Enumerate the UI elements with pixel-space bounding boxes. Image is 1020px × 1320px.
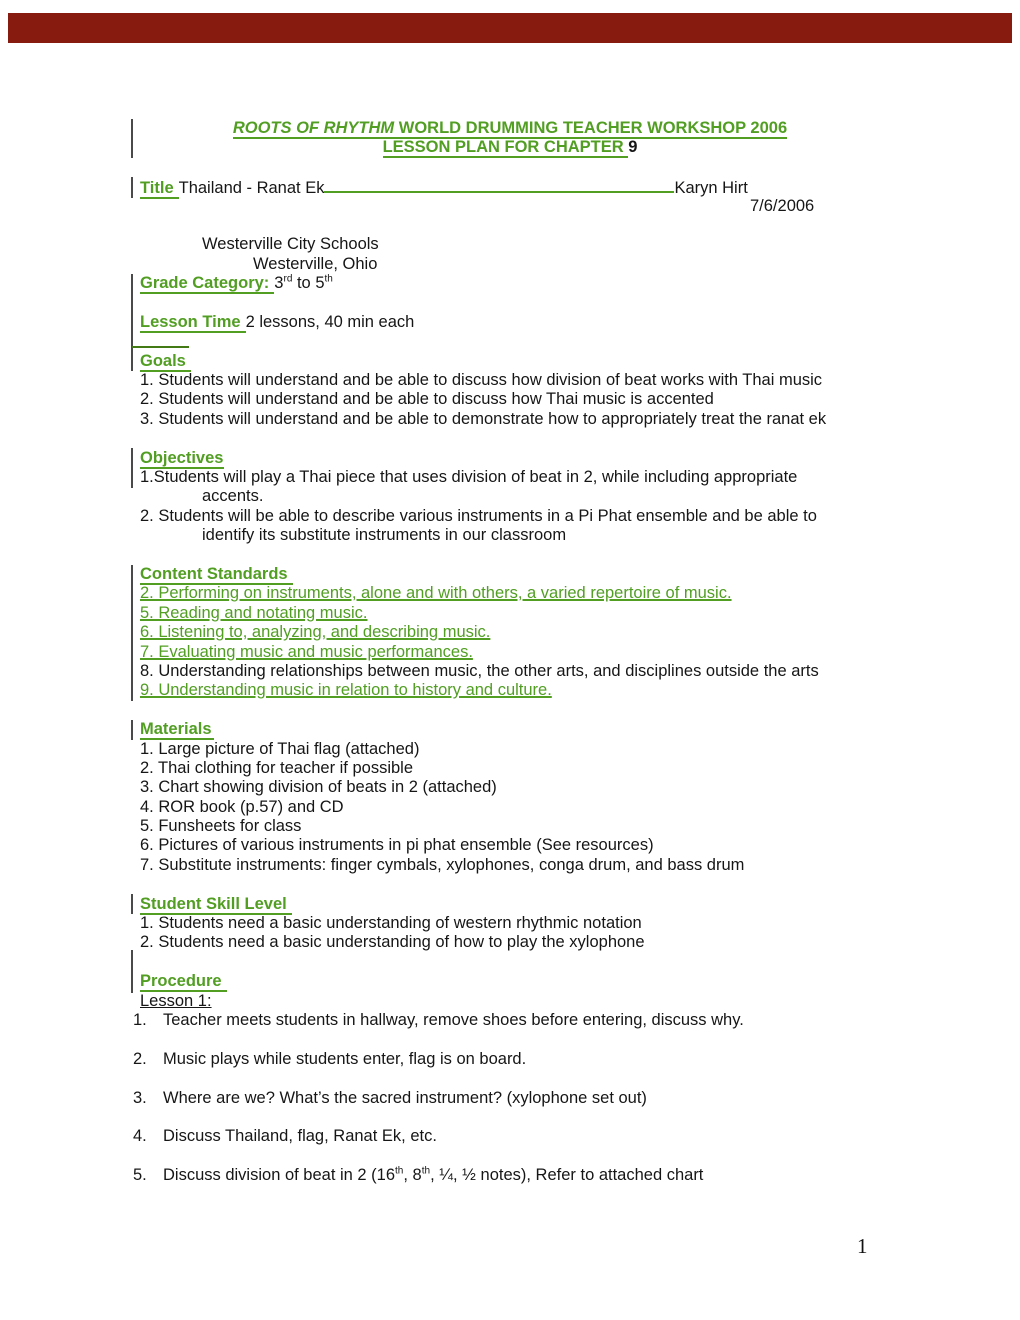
step-text: Where are we? What’s the sacred instrument? (xylophone set out) — [163, 1088, 647, 1107]
step-number: 2. — [133, 1049, 147, 1068]
step-text: Discuss division of beat in 2 (16th, 8th, ¼, ½ notes), Refer to attached chart — [163, 1165, 704, 1185]
standard-item: 6. Listening to, analyzing, and describing music. — [140, 623, 491, 642]
skill-level-heading: Student Skill Level — [140, 895, 292, 915]
content-standards-heading-line — [140, 565, 880, 584]
change-bar — [131, 720, 133, 740]
grade-category-value: 3rd to 5th — [274, 273, 333, 293]
date-line — [140, 197, 880, 216]
page-number: 1 — [857, 1234, 868, 1258]
material-item: 2. Thai clothing for teacher if possible — [140, 758, 414, 777]
change-bar — [131, 177, 133, 198]
change-bar — [131, 274, 133, 371]
step-number: 1. — [133, 1010, 147, 1029]
lesson-time-line — [140, 313, 880, 332]
doc-title-line2 — [140, 138, 880, 157]
goal-item: 2. Students will understand and be able to discuss how Thai music is accented — [140, 390, 714, 409]
lesson-time-value: 2 lessons, 40 min each — [245, 312, 415, 331]
grade-category-label: Grade Category: — [140, 274, 274, 294]
goals-heading: Goals — [140, 352, 191, 372]
standard-item: 5. Reading and notating music. — [140, 603, 368, 622]
top-banner — [8, 13, 1012, 43]
step-text: Teacher meets students in hallway, remove shoes before entering, discuss why. — [163, 1010, 744, 1029]
step-text: Music plays while students enter, flag is on board. — [163, 1049, 527, 1068]
step-number: 3. — [133, 1088, 147, 1107]
procedure-step — [133, 1166, 880, 1185]
material-item: 6. Pictures of various instruments in pi phat ensemble (See resources) — [140, 836, 654, 855]
procedure-heading-line — [140, 972, 880, 991]
grade-line — [140, 274, 880, 293]
objective-line: 2. Students will be able to describe various instruments in a Pi Phat ensemble and be able to — [140, 506, 817, 525]
goals-heading-line — [140, 352, 880, 371]
step-text: Discuss Thailand, flag, Ranat Ek, etc. — [163, 1127, 437, 1146]
objectives-heading: Objectives — [140, 448, 224, 467]
change-bar — [131, 448, 133, 488]
materials-heading: Materials — [140, 720, 212, 739]
doc-title-rest: WORLD DRUMMING TEACHER WORKSHOP 2006 — [394, 119, 788, 137]
short-underline — [132, 332, 189, 348]
doc-title-line1 — [140, 119, 880, 138]
materials-heading-line — [140, 720, 880, 739]
objectives-heading-line — [140, 449, 880, 468]
title-field-value: Thailand - Ranat Ek — [178, 179, 325, 198]
change-bar — [131, 894, 133, 914]
procedure-step — [133, 1089, 880, 1108]
school-city: Westerville, Ohio — [253, 254, 378, 273]
procedure-step — [133, 1127, 880, 1146]
material-item: 3. Chart showing division of beats in 2 (attached) — [140, 778, 497, 797]
doc-title-series: ROOTS OF RHYTHM — [232, 119, 395, 137]
objective-line: accents. — [202, 487, 264, 506]
doc-subtitle: LESSON PLAN FOR CHAPTER — [382, 138, 629, 157]
author-name: Karyn Hirt — [674, 179, 748, 198]
material-item: 7. Substitute instruments: finger cymbals, xylophones, conga drum, and bass drum — [140, 855, 745, 874]
change-bar — [131, 565, 133, 701]
blank-underline-line — [140, 332, 880, 351]
objective-line: identify its substitute instruments in our classroom — [202, 526, 567, 545]
goal-item: 3. Students will understand and be able to demonstrate how to appropriately treat the ranat ek — [140, 409, 827, 428]
standard-item: 7. Evaluating music and music performances. — [140, 642, 473, 661]
objective-line: 1.Students will play a Thai piece that uses division of beat in 2, while including appropriate — [140, 468, 798, 487]
standard-item: 8. Understanding relationships between music, the other arts, and disciplines outside the arts — [140, 661, 819, 680]
procedure-heading: Procedure — [140, 972, 227, 992]
skill-item: 2. Students need a basic understanding of how to play the xylophone — [140, 933, 645, 952]
material-item: 1. Large picture of Thai flag (attached) — [140, 739, 420, 758]
date: 7/6/2006 — [750, 196, 815, 215]
procedure-step — [133, 1050, 880, 1069]
skill-item: 1. Students need a basic understanding of western rhythmic notation — [140, 914, 642, 933]
lesson-label: Lesson 1: — [140, 991, 212, 1010]
title-field-label: Title — [140, 179, 179, 199]
document-body — [133, 119, 880, 1185]
title-line — [140, 177, 880, 196]
lesson-time-label: Lesson Time — [140, 313, 246, 333]
step-number: 4. — [133, 1127, 147, 1146]
school-name: Westerville City Schools — [202, 235, 379, 254]
step-number: 5. — [133, 1166, 147, 1185]
content-standards-heading: Content Standards — [140, 565, 293, 585]
change-bar — [131, 950, 133, 993]
standard-item: 9. Understanding music in relation to history and culture. — [140, 681, 552, 700]
material-item: 5. Funsheets for class — [140, 817, 302, 836]
skill-level-heading-line — [140, 895, 880, 914]
chapter-number: 9 — [628, 138, 638, 157]
material-item: 4. ROR book (p.57) and CD — [140, 797, 344, 816]
procedure-step — [133, 1011, 880, 1030]
fill-in-line — [324, 177, 674, 193]
change-bar — [131, 119, 133, 158]
goal-item: 1. Students will understand and be able to discuss how division of beat works with Thai music — [140, 371, 823, 390]
standard-item: 2. Performing on instruments, alone and with others, a varied repertoire of music. — [140, 584, 732, 603]
